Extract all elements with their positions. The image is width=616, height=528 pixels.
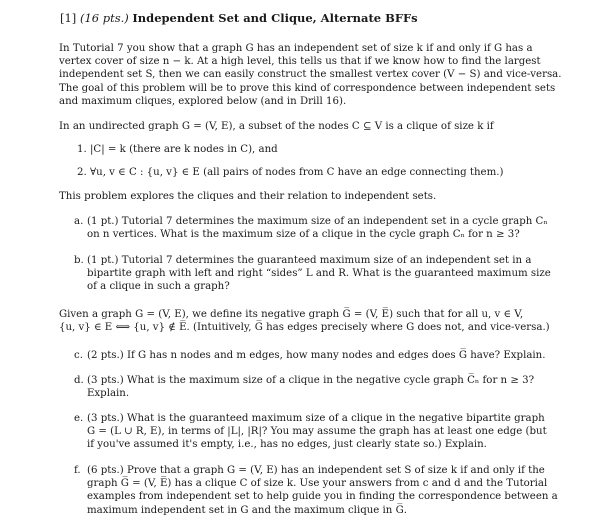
list-marker: b. bbox=[74, 255, 84, 266]
negative-graph-definition bbox=[59, 308, 550, 334]
part-text-line: on n vertices. What is the maximum size of a clique in the cycle graph Cₙ for n ≥ 3? bbox=[87, 229, 520, 241]
list-marker: 1. bbox=[77, 144, 87, 155]
part-f bbox=[74, 464, 558, 517]
explore-sentence: This problem explores the cliques and their relation to independent sets. bbox=[59, 191, 437, 202]
list-marker: f. bbox=[74, 465, 81, 476]
part-text-line: (2 pts.) If G has n nodes and m edges, how many nodes and edges does G̅ have? Explain. bbox=[87, 350, 546, 361]
list-marker: d. bbox=[74, 375, 84, 386]
part-text-line: (3 pts.) What is the maximum size of a clique in the negative cycle graph C̅ₙ for n ≥ 3? bbox=[87, 375, 535, 386]
intro-line: The goal of this problem will be to prove this kind of correspondence between independent sets bbox=[59, 82, 556, 94]
problem-heading bbox=[60, 11, 418, 25]
part-d bbox=[74, 374, 535, 400]
part-text-line: examples from independent set to help guide you in finding the correspondence between a bbox=[87, 491, 558, 503]
intro-line: and maximum cliques, explored below (and in Drill 16). bbox=[59, 95, 347, 107]
negative-def-line: {u, v} ∈ E ⟺ {u, v} ∉ E̅. (Intuitively, G̅ has edges precisely where G does not, and vice-versa.) bbox=[59, 322, 550, 334]
part-text-line: (6 pts.) Prove that a graph G = (V, E) has an independent set S of size k if and only if the bbox=[87, 465, 545, 476]
intro-line: vertex cover of size n − k. At a high level, this tells us that if we know how to find the largest bbox=[59, 56, 541, 68]
intro-line: In Tutorial 7 you show that a graph G has an independent set of size k if and only if G has a bbox=[59, 43, 533, 54]
part-text-line: Explain. bbox=[87, 388, 130, 400]
intro-paragraph bbox=[59, 42, 562, 108]
condition-text: |C| = k (there are k nodes in C), and bbox=[90, 144, 278, 155]
part-text-line: G = (L ∪ R, E), in terms of |L|, |R|? You may assume the graph has at least one edge (but bbox=[87, 426, 547, 438]
part-text-line: maximum independent set in G and the maximum clique in G̅. bbox=[87, 504, 407, 516]
intro-line: independent set S, then we can easily construct the smallest vertex cover (V − S) and vice-versa. bbox=[59, 69, 562, 81]
part-text-line: if you've assumed it's empty, i.e., has no edges, just clearly state so.) Explain. bbox=[87, 439, 487, 451]
problem-number: [1] bbox=[60, 11, 77, 25]
part-text-line: bipartite graph with left and right “sides” L and R. What is the guaranteed maximum size bbox=[87, 268, 551, 280]
condition-text: ∀u, v ∈ C : {u, v} ∈ E (all pairs of nodes from C have an edge connecting them.) bbox=[90, 167, 504, 178]
condition-2 bbox=[77, 166, 504, 179]
part-text-line: graph G̅ = (V, E̅) has a clique C of size k. Use your answers from c and d and the Tutorial bbox=[87, 478, 548, 490]
part-text-line: (1 pt.) Tutorial 7 determines the maximum size of an independent set in a cycle graph Cₙ bbox=[87, 216, 548, 227]
problem-points: (16 pts.) bbox=[79, 11, 129, 25]
part-b bbox=[74, 254, 551, 294]
part-e bbox=[74, 412, 547, 452]
list-marker: e. bbox=[74, 413, 84, 424]
condition-1 bbox=[77, 143, 278, 156]
clique-definition: In an undirected graph G = (V, E), a subset of the nodes C ⊆ V is a clique of size k if bbox=[59, 121, 494, 132]
negative-def-line: Given a graph G = (V, E), we define its negative graph G̅ = (V, E̅) such that for all u, v ∈ V, bbox=[59, 309, 524, 320]
list-marker: 2. bbox=[77, 167, 87, 178]
problem-title: Independent Set and Clique, Alternate BFFs bbox=[132, 11, 418, 25]
part-text-line: of a clique in such a graph? bbox=[87, 281, 230, 293]
list-marker: c. bbox=[74, 350, 83, 361]
list-marker: a. bbox=[74, 216, 84, 227]
part-text-line: (3 pts.) What is the guaranteed maximum size of a clique in the negative bipartite graph bbox=[87, 413, 545, 424]
part-text-line: (1 pt.) Tutorial 7 determines the guaranteed maximum size of an independent set in a bbox=[87, 255, 532, 266]
part-a bbox=[74, 215, 548, 241]
part-c bbox=[74, 349, 546, 362]
